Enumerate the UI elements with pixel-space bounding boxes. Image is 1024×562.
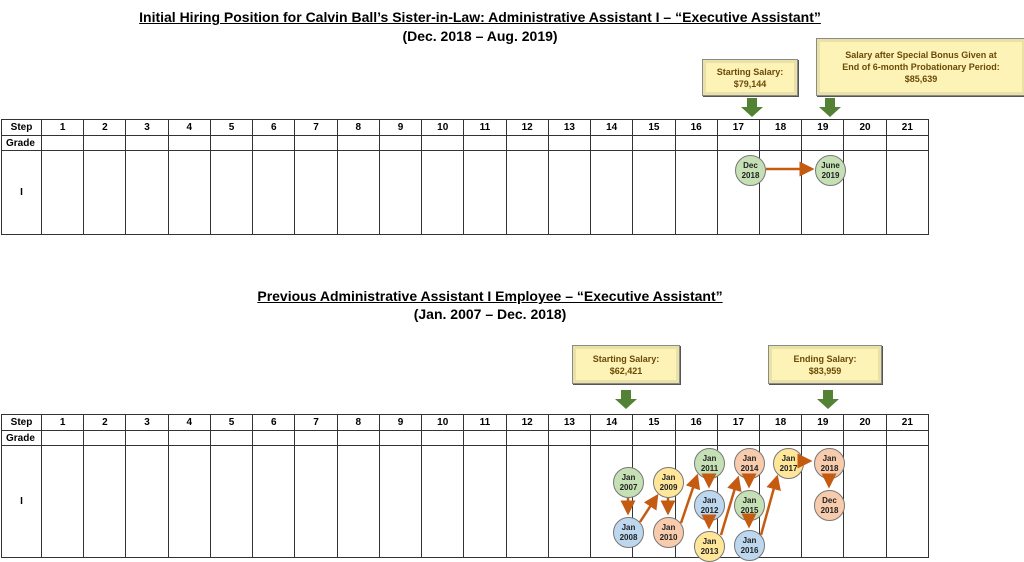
- step-3-cell: [126, 446, 168, 558]
- step-5-cell: [210, 446, 252, 558]
- step-10-header: 10: [422, 415, 464, 431]
- timeline-node-dec-2018: [735, 155, 766, 186]
- grade-header-row: [2, 431, 929, 446]
- step-17-header: 17: [717, 415, 759, 431]
- grade-empty-cell: [506, 136, 548, 151]
- step-4-header: 4: [168, 120, 210, 136]
- grade-empty-cell: [802, 431, 844, 446]
- step-9-cell: [379, 151, 421, 235]
- step-4-cell: [168, 446, 210, 558]
- step-12-cell: [506, 446, 548, 558]
- grade-empty-cell: [253, 136, 295, 151]
- step-8-header: 8: [337, 120, 379, 136]
- grade-empty-cell: [295, 136, 337, 151]
- node-year: 2018: [820, 505, 839, 515]
- step-header-row: [2, 120, 929, 136]
- grade-empty-cell: [844, 431, 886, 446]
- step-16-cell: [675, 151, 717, 235]
- grade-empty-cell: [506, 431, 548, 446]
- grade-empty-cell: [717, 136, 759, 151]
- node-month: Jan: [781, 453, 796, 463]
- timeline-node-jan-2007: [613, 467, 644, 498]
- callout-value: $62,421: [609, 365, 643, 376]
- node-month: Jan: [702, 536, 717, 546]
- step-11-cell: [464, 446, 506, 558]
- node-year: 2018: [741, 170, 760, 180]
- callout-label: End of 6-month Probationary Period:: [842, 62, 1000, 72]
- node-year: 2007: [619, 482, 638, 492]
- step-1-cell: [42, 151, 84, 235]
- grade-empty-cell: [42, 431, 84, 446]
- grade-empty-cell: [42, 136, 84, 151]
- timeline-node-jan-2009: [653, 467, 684, 498]
- timeline-node-june-2019: [815, 155, 846, 186]
- step-19-header: 19: [802, 415, 844, 431]
- node-year: 2018: [820, 463, 839, 473]
- grade-empty-cell: [422, 136, 464, 151]
- step-21-cell: [886, 151, 928, 235]
- step-1-header: 1: [42, 415, 84, 431]
- grade-empty-cell: [210, 136, 252, 151]
- node-year: 2017: [779, 463, 798, 473]
- node-month: Jan: [822, 453, 837, 463]
- node-month: Jan: [702, 495, 717, 505]
- node-year: 2009: [659, 482, 678, 492]
- down-arrow-icon: [816, 390, 840, 410]
- step-16-header: 16: [675, 415, 717, 431]
- timeline-node-jan-2008: [613, 517, 644, 548]
- step-21-cell: [886, 446, 928, 558]
- step-4-header: 4: [168, 415, 210, 431]
- callout-value: $85,639: [904, 74, 938, 84]
- grade-header-row: [2, 136, 929, 151]
- grade-empty-cell: [210, 431, 252, 446]
- step-13-header: 13: [548, 120, 590, 136]
- step-7-header: 7: [295, 415, 337, 431]
- node-month: Jan: [661, 522, 676, 532]
- grade-empty-cell: [591, 136, 633, 151]
- callout-value: $83,959: [808, 365, 842, 376]
- callout-value: $79,144: [733, 78, 767, 89]
- down-arrow-icon: [818, 98, 842, 118]
- step-5-cell: [210, 151, 252, 235]
- grade-empty-cell: [337, 136, 379, 151]
- step-11-header: 11: [464, 415, 506, 431]
- timeline-node-dec-2018: [814, 490, 845, 521]
- step-6-header: 6: [253, 120, 295, 136]
- grade-empty-cell: [126, 136, 168, 151]
- step-9-cell: [379, 446, 421, 558]
- grade-value: I: [2, 446, 42, 558]
- step-1-cell: [42, 446, 84, 558]
- step-7-cell: [295, 446, 337, 558]
- grade-empty-cell: [464, 431, 506, 446]
- timeline-node-jan-2017: [773, 448, 804, 479]
- timeline-node-jan-2015: [734, 490, 765, 521]
- step-2-cell: [84, 151, 126, 235]
- node-month: Jan: [742, 495, 757, 505]
- step-8-cell: [337, 151, 379, 235]
- timeline-node-jan-2011: [694, 448, 725, 479]
- step-20-cell: [844, 151, 886, 235]
- callout-label: Salary after Special Bonus Given at: [845, 50, 997, 60]
- step-15-cell: [633, 151, 675, 235]
- step-20-cell: [844, 446, 886, 558]
- step-13-cell: [548, 151, 590, 235]
- grade-empty-cell: [253, 431, 295, 446]
- grade-label: Grade: [2, 136, 42, 151]
- grade-empty-cell: [422, 431, 464, 446]
- node-month: Dec: [822, 495, 837, 505]
- step-3-header: 3: [126, 415, 168, 431]
- step-3-cell: [126, 151, 168, 235]
- grade-empty-cell: [84, 431, 126, 446]
- grade-empty-cell: [633, 431, 675, 446]
- grade-empty-cell: [168, 136, 210, 151]
- node-month: Jan: [621, 472, 636, 482]
- step-19-header: 19: [802, 120, 844, 136]
- step-8-header: 8: [337, 415, 379, 431]
- step-14-header: 14: [591, 415, 633, 431]
- top-bonus-salary-callout: [816, 38, 1024, 96]
- grade-empty-cell: [759, 431, 801, 446]
- step-20-header: 20: [844, 120, 886, 136]
- node-year: 2010: [659, 532, 678, 542]
- callout-label: Ending Salary:: [793, 353, 857, 364]
- step-18-header: 18: [759, 120, 801, 136]
- step-10-cell: [422, 446, 464, 558]
- timeline-node-jan-2018: [814, 448, 845, 479]
- bottom-starting-salary-callout: [572, 345, 680, 384]
- grade-empty-cell: [168, 431, 210, 446]
- node-month: Jan: [742, 453, 757, 463]
- step-14-header: 14: [591, 120, 633, 136]
- step-12-header: 12: [506, 415, 548, 431]
- step-11-cell: [464, 151, 506, 235]
- step-4-cell: [168, 151, 210, 235]
- bottom-ending-salary-callout: [768, 345, 882, 384]
- node-month: Jan: [742, 535, 757, 545]
- grade-empty-cell: [548, 136, 590, 151]
- step-6-header: 6: [253, 415, 295, 431]
- step-16-header: 16: [675, 120, 717, 136]
- top-title: Initial Hiring Position for Calvin Ball’s Sister-in-Law: Administrative Assistant I – “Executive Assistant”: [139, 9, 821, 25]
- grade-empty-cell: [717, 431, 759, 446]
- node-month: June: [821, 160, 840, 170]
- grade-empty-cell: [84, 136, 126, 151]
- callout-label: Starting Salary:: [592, 353, 660, 364]
- bottom-subtitle: (Jan. 2007 – Dec. 2018): [413, 306, 567, 322]
- step-5-header: 5: [210, 415, 252, 431]
- grade-empty-cell: [126, 431, 168, 446]
- step-18-cell: [759, 151, 801, 235]
- step-21-header: 21: [886, 120, 928, 136]
- node-month: Jan: [702, 453, 717, 463]
- top-starting-salary-callout: [702, 59, 798, 96]
- step-18-header: 18: [759, 415, 801, 431]
- step-15-header: 15: [633, 415, 675, 431]
- node-year: 2013: [700, 546, 719, 556]
- step-2-cell: [84, 446, 126, 558]
- step-1-header: 1: [42, 120, 84, 136]
- node-month: Jan: [661, 472, 676, 482]
- grade-empty-cell: [886, 431, 928, 446]
- top-salary-grid: [1, 119, 929, 235]
- step-13-header: 13: [548, 415, 590, 431]
- timeline-node-jan-2014: [734, 448, 765, 479]
- node-year: 2019: [821, 170, 840, 180]
- grade-empty-cell: [886, 136, 928, 151]
- node-year: 2016: [740, 545, 759, 555]
- step-12-header: 12: [506, 120, 548, 136]
- timeline-node-jan-2013: [694, 531, 725, 562]
- grade-label: Grade: [2, 431, 42, 446]
- grade-empty-cell: [379, 136, 421, 151]
- grade-empty-cell: [379, 431, 421, 446]
- step-20-header: 20: [844, 415, 886, 431]
- grade-empty-cell: [295, 431, 337, 446]
- step-10-header: 10: [422, 120, 464, 136]
- node-month: Jan: [621, 522, 636, 532]
- step-6-cell: [253, 446, 295, 558]
- grade-empty-cell: [464, 136, 506, 151]
- grade-empty-cell: [844, 136, 886, 151]
- timeline-node-jan-2012: [694, 490, 725, 521]
- step-2-header: 2: [84, 120, 126, 136]
- grade-empty-cell: [591, 431, 633, 446]
- step-12-cell: [506, 151, 548, 235]
- node-year: 2008: [619, 532, 638, 542]
- down-arrow-icon: [614, 390, 638, 410]
- step-label: Step: [2, 415, 42, 431]
- node-year: 2014: [740, 463, 759, 473]
- step-label: Step: [2, 120, 42, 136]
- step-10-cell: [422, 151, 464, 235]
- step-header-row: [2, 415, 929, 431]
- top-subtitle: (Dec. 2018 – Aug. 2019): [402, 28, 558, 44]
- down-arrow-icon: [740, 98, 764, 118]
- step-2-header: 2: [84, 415, 126, 431]
- grade-empty-cell: [633, 136, 675, 151]
- step-5-header: 5: [210, 120, 252, 136]
- grade-empty-cell: [759, 136, 801, 151]
- grade-value: I: [2, 151, 42, 235]
- step-15-header: 15: [633, 120, 675, 136]
- grade-row: [2, 151, 929, 235]
- callout-label: Starting Salary:: [716, 66, 784, 77]
- step-9-header: 9: [379, 120, 421, 136]
- grade-empty-cell: [675, 136, 717, 151]
- bottom-salary-grid: [1, 414, 929, 558]
- bottom-title: Previous Administrative Assistant I Employee – “Executive Assistant”: [257, 288, 723, 304]
- grade-empty-cell: [337, 431, 379, 446]
- grade-empty-cell: [675, 431, 717, 446]
- grade-empty-cell: [548, 431, 590, 446]
- step-7-cell: [295, 151, 337, 235]
- timeline-node-jan-2010: [653, 517, 684, 548]
- step-13-cell: [548, 446, 590, 558]
- step-9-header: 9: [379, 415, 421, 431]
- step-14-cell: [591, 151, 633, 235]
- step-6-cell: [253, 151, 295, 235]
- step-7-header: 7: [295, 120, 337, 136]
- step-8-cell: [337, 446, 379, 558]
- grade-empty-cell: [802, 136, 844, 151]
- node-month: Dec: [743, 160, 758, 170]
- step-21-header: 21: [886, 415, 928, 431]
- timeline-node-jan-2016: [734, 530, 765, 561]
- node-year: 2012: [700, 505, 719, 515]
- node-year: 2011: [700, 463, 719, 473]
- node-year: 2015: [740, 505, 759, 515]
- step-3-header: 3: [126, 120, 168, 136]
- step-17-header: 17: [717, 120, 759, 136]
- step-11-header: 11: [464, 120, 506, 136]
